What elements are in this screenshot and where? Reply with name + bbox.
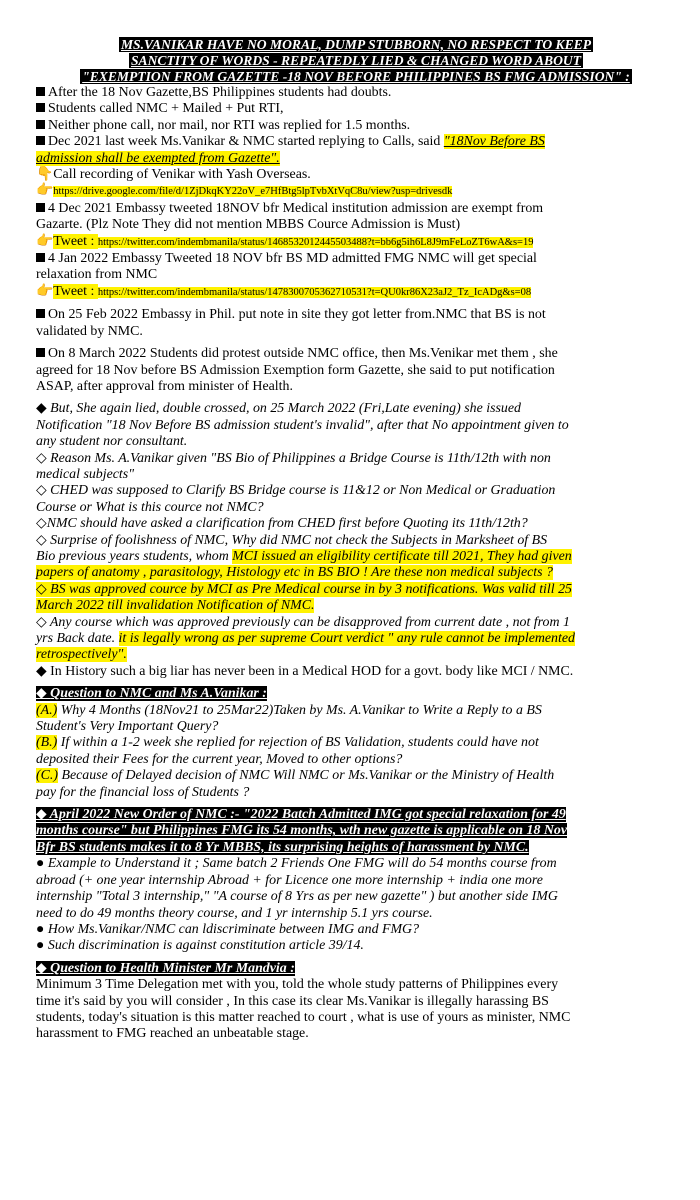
section-heading: ◆ April 2022 New Order of NMC :- "2022 Batch Admitted IMG got special relaxation for 49 xyxy=(36,807,566,823)
hollow-diamond-icon: ◇ xyxy=(36,483,51,499)
pointing-hand-icon: 👉 xyxy=(36,183,54,199)
section-heading-continued: months course" but Philippines FMG its 54 months, wth new gazette is applicable on 18 Nov xyxy=(36,823,567,839)
question-continued: Student's Very Important Query? xyxy=(36,719,219,735)
square-bullet-icon xyxy=(36,348,45,357)
square-bullet-icon xyxy=(36,87,45,96)
section-heading-continued: Bfr BS students makes it to 8 Yr MBBS, its surprising heights of harassment by NMC. xyxy=(36,839,529,855)
question: (A.) Why 4 Months (18Nov21 to 25Mar22)Taken by Ms. A.Vanikar to Write a Reply to a BS xyxy=(36,702,542,718)
list-item: 4 Jan 2022 Embassy Tweeted 18 NOV bfr BS MD admitted FMG NMC will get special xyxy=(36,251,676,267)
question: (C.) Because of Delayed decision of NMC Will NMC or Ms.Vanikar or the Ministry of Health xyxy=(36,768,555,784)
list-item-continued: ASAP, after approval from minister of Health. xyxy=(36,378,293,394)
minister-section xyxy=(36,961,676,1043)
highlighted-quote: admission shall be exempted from Gazette". xyxy=(36,150,280,166)
section-heading: ◆ Question to NMC and Ms A.Vanikar : xyxy=(36,686,267,702)
list-item-continued: relaxation from NMC xyxy=(36,267,158,283)
list-item xyxy=(36,582,676,598)
list-item: 👇Call recording of Venikar with Yash Overseas. xyxy=(36,167,311,183)
question-label: (B.) xyxy=(36,735,58,751)
list-item-continued: need to do 49 months theory course, and 1 yr internship 5.1 yrs course. xyxy=(36,905,433,921)
hollow-diamond-icon: ◇ xyxy=(36,450,51,466)
list-item-continued: any student nor consultant. xyxy=(36,434,188,450)
list-item: ◇ CHED was supposed to Clarify BS Bridge course is 11&12 or Non Medical or Graduation xyxy=(36,483,556,499)
square-bullet-icon xyxy=(36,253,45,262)
question-label: (A.) xyxy=(36,702,58,718)
list-item: ● How Ms.Vanikar/NMC can ldiscriminate between IMG and FMG? xyxy=(36,921,420,937)
list-item-continued: Notification "18 Nov Before BS admission student's invalid", after that No appointment given to xyxy=(36,417,569,433)
square-bullet-icon xyxy=(36,103,45,112)
list-item: ◆ But, She again lied, double crossed, on 25 March 2022 (Fri,Late evening) she issued xyxy=(36,401,521,417)
headline-line-2: SANCTITY OF WORDS - REPEATEDLY LIED & CHANGED WORD ABOUT xyxy=(130,53,582,68)
question: (B.) If within a 1-2 week she replied for rejection of BS Validation, students could have not xyxy=(36,735,539,751)
question-continued: pay for the financial loss of Students ? xyxy=(36,784,250,800)
list-item-continued: Gazarte. (Plz Note They did not mention MBBS Cource Admission is Must) xyxy=(36,217,461,233)
list-item: ◇ Reason Ms. A.Vanikar given "BS Bio of Philippines a Bridge Course is 11th/12th with non xyxy=(36,450,551,466)
tweet-link[interactable]: https://twitter.com/indembmanila/status/1478300705362710531?t=QU0kr86X23aJ2_Tz_IcADg&s=08 xyxy=(97,286,532,298)
drive-link[interactable]: https://drive.google.com/file/d/1ZjDkqKY22oV_e7HfBtg5lpTvbXtVqC8u/view?usp=drivesdk xyxy=(53,186,453,198)
diamond-bullet-icon: ◆ xyxy=(36,807,50,823)
list-item-continued xyxy=(36,598,676,614)
diamond-bullet-icon: ◆ xyxy=(36,686,51,702)
highlighted-text: retrospectively". xyxy=(36,647,127,663)
highlighted-quote: "18Nov Before BS xyxy=(443,134,545,150)
question-continued: deposited their Fees for the current year, Moved to other options? xyxy=(36,751,403,767)
questions-section xyxy=(36,686,676,801)
lies-section xyxy=(36,401,676,680)
headline xyxy=(36,37,676,85)
list-item: 4 Dec 2021 Embassy tweeted 18NOV bfr Medical institution admission are exempt from xyxy=(36,201,676,217)
square-bullet-icon xyxy=(36,309,45,318)
highlighted-text: March 2022 till invalidation Notification of NMC. xyxy=(36,598,315,614)
pointing-hand-icon: 👇 xyxy=(36,167,54,183)
tweet-link[interactable]: https://twitter.com/indembmanila/status/1468532012445503488?t=bb6g5ih6L8J9mFeLoZT6wA&s=19 xyxy=(97,236,534,248)
diamond-bullet-icon: ◆ xyxy=(36,663,51,679)
headline-line-3: "EXEMPTION FROM GAZETTE -18 NOV BEFORE PHILIPPINES BS FMG ADMISSION" : xyxy=(82,69,630,84)
list-item-continued xyxy=(36,647,676,663)
paragraph-line: time it's said by you will consider , In this case its clear Ms.Vanikar is illegally harassing BS xyxy=(36,993,549,1009)
list-item-continued: validated by NMC. xyxy=(36,323,143,339)
list-item-continued: Course or What is this cource not NMC? xyxy=(36,499,264,515)
list-item-continued: medical subjects" xyxy=(36,466,135,482)
list-item-continued: Bio previous years students, whom MCI issued an eligibility certificate till 2021, They had given xyxy=(36,548,572,564)
question-label: (C.) xyxy=(36,768,58,784)
april-order-section xyxy=(36,807,676,955)
timeline-section xyxy=(36,85,676,395)
hollow-diamond-icon: ◇ xyxy=(36,581,51,597)
list-item: ● Such discrimination is against constitution article 39/14. xyxy=(36,938,364,954)
square-bullet-icon xyxy=(36,136,45,145)
hollow-diamond-icon: ◇ xyxy=(36,532,51,548)
document xyxy=(36,37,676,1043)
paragraph-line: harassment to FMG reached an unbeatable stage. xyxy=(36,1026,309,1042)
list-item: ◆ In History such a big liar has never been in a Medical HOD for a govt. body like MCI / NMC. xyxy=(36,663,574,679)
section-heading: ◆ Question to Health Minister Mr Mandvia : xyxy=(36,960,295,976)
list-item: ◇NMC should have asked a clarification from CHED first before Quoting its 11th/12th? xyxy=(36,516,528,532)
pointing-hand-icon: 👉 xyxy=(36,233,54,249)
highlighted-text: ◇ BS was approved cource by MCI as Pre Medical course in by 3 notifications. Was valid till 25 xyxy=(36,581,573,597)
square-bullet-icon xyxy=(36,203,45,212)
highlighted-text: MCI issued an eligibility certificate till 2021, They had given xyxy=(232,548,572,564)
list-item: ◇ Any course which was approved previously can be disapproved from current date , not from 1 xyxy=(36,614,570,630)
list-item-continued: internship "Total 3 internship," "A course of 8 Yrs as per new gazette" ) but another side IMG xyxy=(36,889,558,905)
dot-bullet-icon: ● xyxy=(36,921,48,937)
highlighted-text: papers of anatomy , parasitology, Histology etc in BS BIO ! Are these non medical subjects ? xyxy=(36,565,553,581)
list-item: ◇ Surprise of foolishness of NMC, Why did NMC not check the Subjects in Marksheet of BS xyxy=(36,532,548,548)
highlighted-text: it is legally wrong as per supreme Court verdict " any rule cannot be implemented xyxy=(118,631,575,646)
list-item: On 8 March 2022 Students did protest outside NMC office, then Ms.Venikar met them , she xyxy=(36,346,676,362)
paragraph-line: Minimum 3 Time Delegation met with you, told the whole study patterns of Philippines every xyxy=(36,977,559,993)
list-item: Dec 2021 last week Ms.Vanikar & NMC started replying to Calls, said "18Nov Before BS xyxy=(36,134,676,150)
square-bullet-icon xyxy=(36,120,45,129)
list-item: 👉Tweet : https://twitter.com/indembmanila/status/1478300705362710531?t=QU0kr86X23aJ2_Tz_IcADg&s=08 xyxy=(36,283,532,299)
hollow-diamond-icon: ◇ xyxy=(36,614,50,630)
diamond-bullet-icon: ◆ xyxy=(36,401,51,417)
list-item: Neither phone call, nor mail, nor RTI was replied for 1.5 months. xyxy=(36,118,676,134)
list-item: ● Example to Understand it ; Same batch 2 Friends One FMG will do 54 months course from xyxy=(36,856,557,872)
dot-bullet-icon: ● xyxy=(36,856,48,872)
list-item: Students called NMC + Mailed + Put RTI, xyxy=(36,101,676,117)
list-item: On 25 Feb 2022 Embassy in Phil. put note in site they got letter from.NMC that BS is not xyxy=(36,307,676,323)
list-item-continued: agreed for 18 Nov before BS Admission Exemption form Gazette, she said to put notification xyxy=(36,362,555,378)
headline-line-1: MS.VANIKAR HAVE NO MORAL, DUMP STUBBORN, NO RESPECT TO KEEP xyxy=(120,37,592,52)
pointing-hand-icon: 👉 xyxy=(36,283,54,299)
dot-bullet-icon: ● xyxy=(36,938,48,954)
list-item: After the 18 Nov Gazette,BS Philippines students had doubts. xyxy=(36,85,676,101)
list-item-continued: yrs Back date. it is legally wrong as per supreme Court verdict " any rule cannot be implemented xyxy=(36,631,575,646)
list-item-continued xyxy=(36,151,676,167)
paragraph-line: students, today's situation is this matter reached to court , what is use of yours as minister, NMC xyxy=(36,1009,571,1025)
hollow-diamond-icon: ◇ xyxy=(36,516,47,532)
diamond-bullet-icon: ◆ xyxy=(36,960,51,976)
list-item-continued: abroad (+ one year internship Abroad + for Licence one more internship + india one more xyxy=(36,872,543,888)
list-item: 👉Tweet : https://twitter.com/indembmanila/status/1468532012445503488?t=bb6g5ih6L8J9mFeLoZT6wA&s=19 xyxy=(36,233,534,249)
list-item xyxy=(36,183,676,200)
list-item-continued xyxy=(36,565,676,581)
